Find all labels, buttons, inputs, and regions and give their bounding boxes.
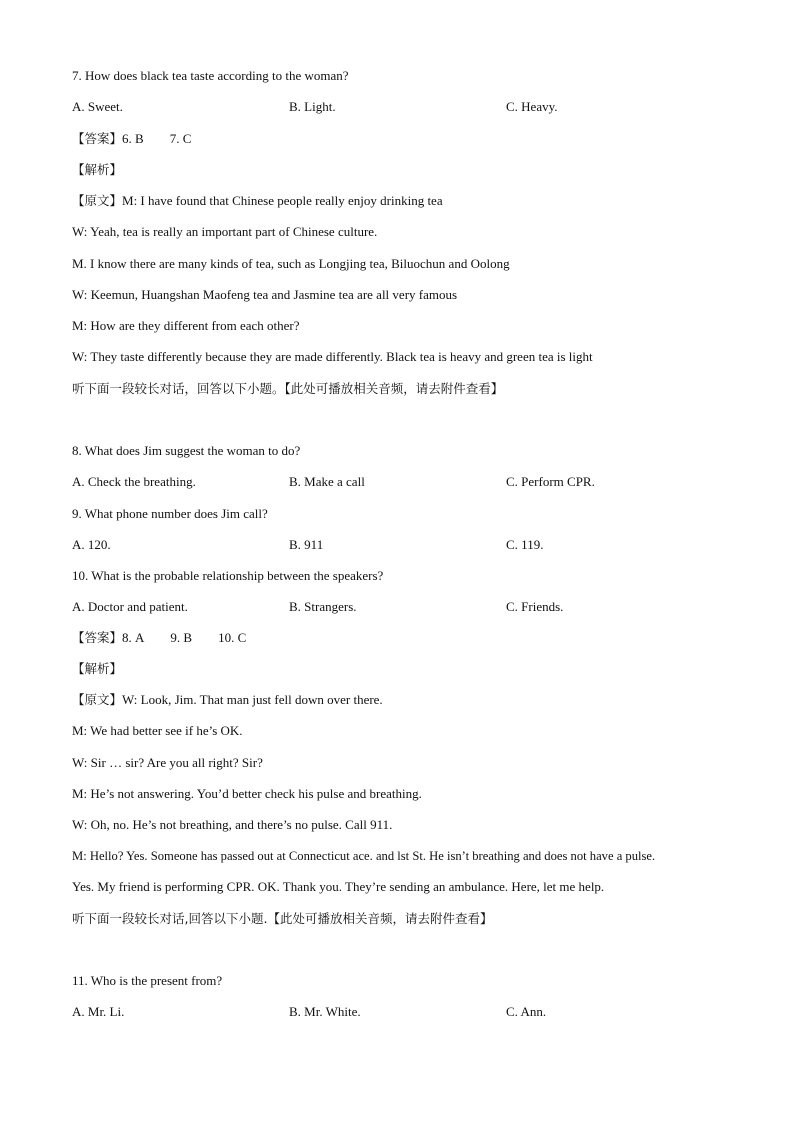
question-7: 7. How does black tea taste according to the woman? [72,68,349,83]
listening-instruction: 听下面一段较长对话，回答以下小题。【此处可播放相关音频，请去附件查看】 [72,381,504,396]
transcript-line: W: Yeah, tea is really an important part of Chinese culture. [72,224,378,239]
answer-7: 7. C [169,131,192,146]
q8-option-c: C. Perform CPR. [506,474,595,489]
transcript-line: W: Oh, no. He’s not breathing, and there’s no pulse. Call 911. [72,817,393,832]
answer-line-2 [72,630,246,646]
q11-option-b: B. Mr. White. [289,1004,361,1019]
transcript-line: M: Hello? Yes. Someone has passed out at Connecticut ace. and lst St. He isn’t breathing and does not have a pulse. [72,849,656,863]
answer-6: 6. B [122,131,144,146]
transcript-line: M: We had better see if he’s OK. [72,723,243,738]
q8-option-b: B. Make a call [289,474,365,489]
transcript-line: Yes. My friend is performing CPR. OK. Thank you. They’re sending an ambulance. Here, let me help. [72,879,605,894]
q7-option-c: C. Heavy. [506,99,558,114]
transcript-text: M: I have found that Chinese people really enjoy drinking tea [122,193,443,208]
transcript-line: W: Keemun, Huangshan Maofeng tea and Jasmine tea are all very famous [72,287,458,302]
transcript-line: W: They taste differently because they are made differently. Black tea is heavy and green tea is light [72,349,593,364]
q10-option-b: B. Strangers. [289,599,357,614]
question-8: 8. What does Jim suggest the woman to do? [72,443,301,458]
transcript-line [72,193,443,209]
q11-option-a: A. Mr. Li. [72,1004,125,1019]
q10-option-a: A. Doctor and patient. [72,599,188,614]
q7-option-a: A. Sweet. [72,99,123,114]
transcript-text: W: Look, Jim. That man just fell down over there. [122,692,383,707]
original-tag: 【原文】 [72,692,123,707]
answer-tag: 【答案】 [72,131,123,146]
q8-option-a: A. Check the breathing. [72,474,196,489]
answer-9: 9. B [170,630,193,645]
listening-instruction: 听下面一段较长对话,回答以下小题.【此处可播放相关音频，请去附件查看】 [72,911,493,926]
analysis-tag-2: 【解析】 [72,661,123,676]
original-tag: 【原文】 [72,193,123,208]
answer-8: 8. A [122,630,145,645]
q9-option-b: B. 911 [289,537,324,552]
answer-line-1 [72,131,191,147]
transcript-line: M: He’s not answering. You’d better check his pulse and breathing. [72,786,422,801]
transcript-line [72,692,383,708]
transcript-line: W: Sir … sir? Are you all right? Sir? [72,755,263,770]
answer-10: 10. C [218,630,247,645]
q9-option-a: A. 120. [72,537,111,552]
q7-option-b: B. Light. [289,99,336,114]
question-9: 9. What phone number does Jim call? [72,506,268,521]
transcript-line: M: How are they different from each other? [72,318,300,333]
analysis-tag-1: 【解析】 [72,162,123,177]
q10-option-c: C. Friends. [506,599,564,614]
answer-tag: 【答案】 [72,630,123,645]
transcript-line: M. I know there are many kinds of tea, such as Longjing tea, Biluochun and Oolong [72,256,510,271]
q11-option-c: C. Ann. [506,1004,547,1019]
q9-option-c: C. 119. [506,537,544,552]
question-10: 10. What is the probable relationship between the speakers? [72,568,384,583]
question-11: 11. Who is the present from? [72,973,223,988]
